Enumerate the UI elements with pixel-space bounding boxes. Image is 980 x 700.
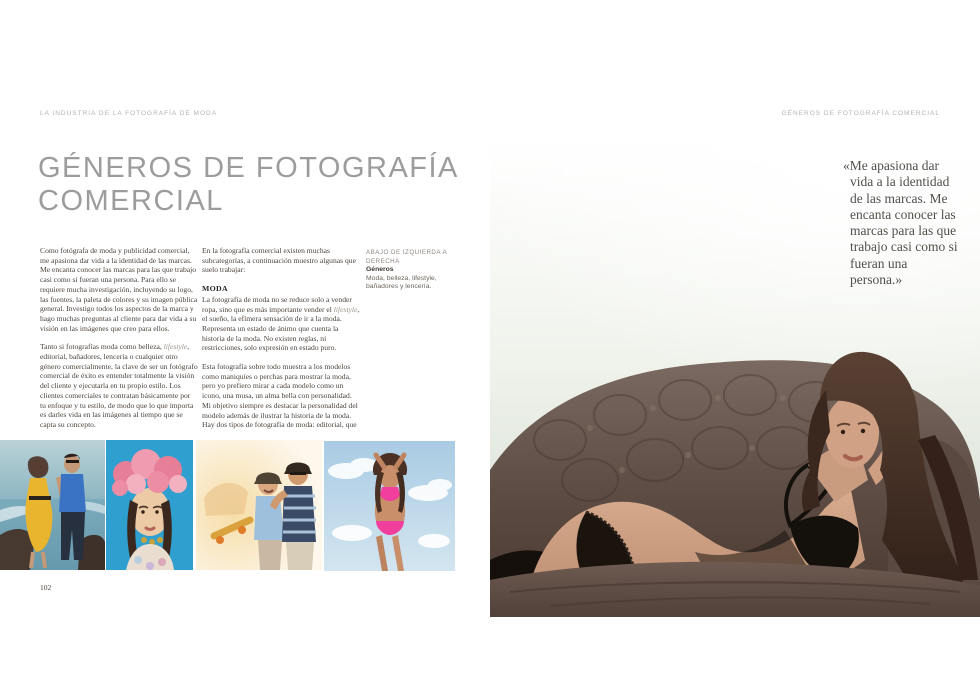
paragraph: Tanto si fotografías moda como belleza, lifestyle, editorial, bañadores, lencería o cualquier otro género comercialmente, la clave de ser un fotógrafo comercial de éxito es entender totalmente la visión del cliente y ejecutarla en tu propio estilo. Los clientes comerciales te contratan básicamente por tu enfoque y tu estilo, de modo que lo que importa es darles vida en las imágenes al tiempo que se capta su concepto. [40,342,198,429]
photo-caption [366,249,464,292]
photo-moda [0,440,105,570]
paragraph: Esta fotografía sobre todo muestra a los modelos como maniquíes o perchas para mostrar la moda, pero yo prefiero mirar a cada modelo como un icono, una musa, un alma bella con personalidad. Mi objetivo siempre es destacar la personalidad del modelo además de ilustrar la historia de la moda. Hay dos tipos de fotografía de moda: editorial, que [202,362,358,430]
belleza-photo-illustration [106,440,193,570]
caption-title: Géneros [366,266,394,274]
caption-body: Moda, belleza, lifestyle, bañadores y lencería. [366,274,437,291]
moda-photo-illustration [0,440,105,570]
page-title: GÉNEROS DE FOTOGRAFÍA COMERCIAL [38,152,458,217]
running-header-left: LA INDUSTRIA DE LA FOTOGRAFÍA DE MODA [40,110,218,117]
banadores-photo-illustration [324,441,455,571]
paragraph: En la fotografía comercial existen muchas subcategorías, a continuación muestro algunas que suelo trabajar: [202,246,356,275]
section-heading-moda: MODA [202,284,228,294]
running-header-right: GÉNEROS DE FOTOGRAFÍA COMERCIAL [781,110,940,117]
left-column-2 [202,246,360,439]
paragraph: La fotografía de moda no se reduce solo a vender ropa, sino que es más importante vender el lifestyle, el sueño, la efímera sensación de ir a la moda. Representa un estado de ánimo que cuenta la historia de la moda. No existen reglas, ni restricciones, solo expresión en estado puro. [202,294,360,353]
pull-quote: «Me apasiona dar vida a la identidad de las marcas. Me encanta conocer las marcas para las que trabajo casi como si fueran una persona.» [843,158,958,288]
caption-kicker: ABAJO DE IZQUIERDA A DERECHA [366,249,447,265]
photo-banadores [324,441,455,571]
page-number: 102 [40,583,52,592]
left-column-1 [40,246,198,439]
paragraph: Como fotógrafa de moda y publicidad comercial, me apasiona dar vida a la identidad de las marcas. Me encanta conocer las marcas para las que trabajo casi como si fueran una persona. Para ello se requiere mucha investigación, incluyendo su logo, las fuentes, la paleta de colores y su imagen pública general. Investigo todos los aspectos de la marca y hago muchas preguntas al cliente para dar vida a su visión en las imágenes que creo para ellos. [40,246,198,333]
lifestyle-photo-illustration [196,440,322,570]
photo-belleza [106,440,193,570]
photo-lifestyle [196,440,322,570]
